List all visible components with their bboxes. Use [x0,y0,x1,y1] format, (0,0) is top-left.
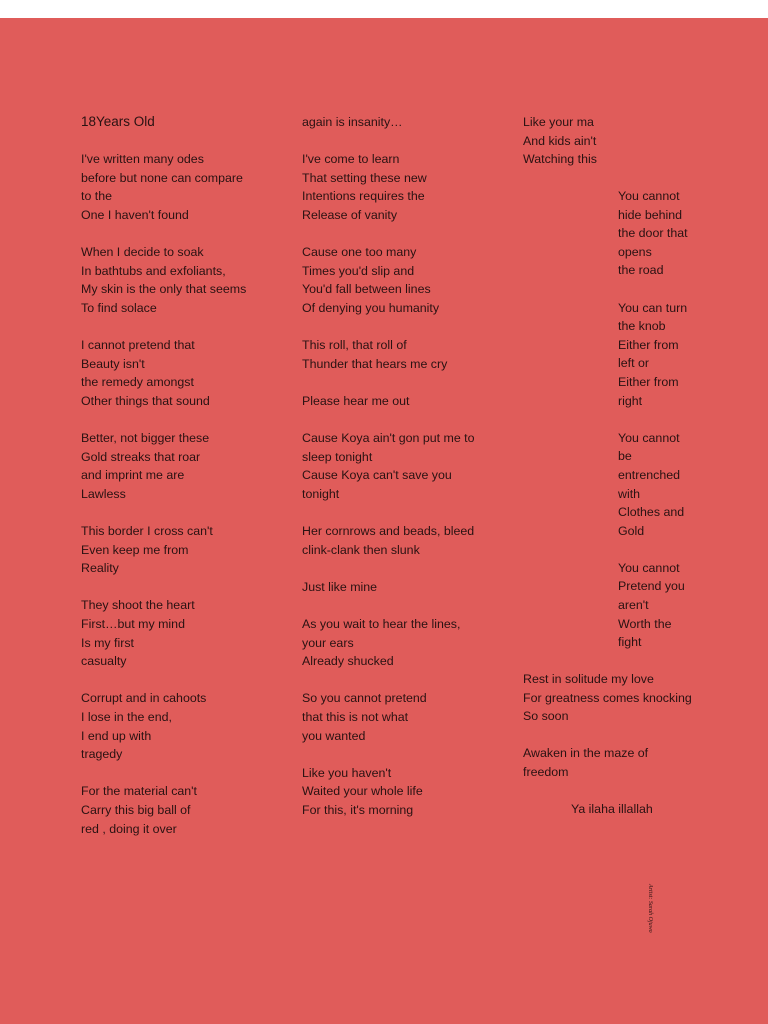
poem-line: In bathtubs and exfoliants, [81,263,226,278]
poem-line: aren't [618,598,649,613]
stanza-break [302,745,475,764]
poem-line: hide behind [618,207,683,222]
poem-line: Beauty isn't [81,356,145,371]
poem-line: Thunder that hears me cry [302,356,448,371]
poem-line: the door that [618,226,688,241]
artist-credit-text: Artist: Sarah Ojuwo [647,884,653,933]
stanza-break [302,411,475,430]
poem-line: Waited your whole life [302,784,423,799]
poem-column-3-indented [618,187,688,652]
poem-line: Like your ma [523,115,594,129]
poem-line: Awaken in the maze of [523,746,649,761]
poem-line: the road [618,263,664,278]
poem-line: So soon [523,709,569,724]
poem-line: Cause Koya can't save you [302,468,452,483]
poem-line: fight [618,635,642,650]
poem-line: My skin is the only that seems [81,282,247,297]
poem-line: Clothes and [618,505,685,520]
stanza-break [302,503,475,522]
poem-line: For the material can't [81,784,197,799]
stanza-break [302,596,475,615]
poem-line: Cause Koya ain't gon put me to [302,431,475,446]
poem-line: tonight [302,486,340,501]
poem-line: And kids ain't [523,133,597,148]
poem-line: Gold streaks that roar [81,449,201,464]
poem-line: They shoot the heart [81,598,195,613]
artist-credit [641,884,655,944]
poem-line: I've written many odes [81,152,204,167]
poem-line: One I haven't found [81,207,189,222]
stanza-break [302,318,475,337]
stanza-break [618,410,688,429]
poem-line: I lose in the end, [81,710,172,724]
poem-line: entrenched [618,467,681,482]
poem-line: So you cannot pretend [302,691,427,706]
poem-line: To find solace [81,300,157,315]
poem-line: Lawless [81,486,126,501]
poem-line: Either from [618,337,679,352]
poem-line: As you wait to hear the lines, [302,617,461,632]
poem-column-3-bottom [523,670,692,800]
poem-line: That setting these new [302,170,427,185]
poem-line: I end up with [81,728,152,743]
stanza-break [81,411,246,430]
poem-line: You cannot [618,189,680,203]
poem-line: tragedy [81,747,123,762]
poem-line: the remedy amongst [81,375,194,390]
poem-line: right [618,393,643,408]
poem-line: You cannot [618,430,680,445]
poem-line: Please hear me out [302,393,410,408]
stanza-break [618,280,688,299]
poem-line: to the [81,189,113,204]
closing-text: Ya ilaha illallah [571,802,653,816]
stanza-break [81,503,246,522]
poem-line: your ears [302,635,354,650]
stanza-break [302,671,475,690]
poem-line: Better, not bigger these [81,431,210,446]
poem-column-3-top [523,113,597,169]
poem-line: This roll, that roll of [302,338,407,353]
poem-line: You cannot [618,560,680,575]
poem-line: clink-clank then slunk [302,542,420,557]
poem-page [0,18,768,1024]
poem-line: I cannot pretend that [81,338,195,353]
stanza-break [302,225,475,244]
poem-line: Just like mine [302,579,378,594]
poem-line: Her cornrows and beads, bleed [302,524,475,539]
poem-line: casualty [81,654,127,669]
poem-line: Watching this [523,152,597,167]
poem-line: Carry this big ball of [81,802,191,817]
poem-line: Reality [81,561,119,576]
poem-line: You'd fall between lines [302,282,431,297]
stanza-break [302,559,475,578]
stanza-break [81,764,246,783]
stanza-break [81,225,246,244]
stanza-break [302,132,475,151]
poem-line: Of denying you humanity [302,300,440,315]
poem-column-2 [302,113,475,820]
poem-line: and imprint me are [81,468,185,483]
poem-line: Corrupt and in cahoots [81,691,207,706]
poem-line: red , doing it over [81,821,177,836]
poem-line: For greatness comes knocking [523,690,692,705]
poem-line: that this is not what [302,710,409,724]
poem-line: the knob [618,319,666,334]
stanza-break [81,671,246,690]
stanza-break [523,782,692,801]
poem-line: When I decide to soak [81,245,204,260]
poem-title: 18Years Old [81,114,155,129]
poem-line: Release of vanity [302,207,398,222]
poem-line: Other things that sound [81,393,210,408]
poem-line: You can turn [618,300,688,315]
poem-line: opens [618,244,652,259]
poem-line: Worth the [618,616,672,631]
stanza-break [81,578,246,597]
poem-line: Intentions requires the [302,189,425,204]
stanza-break [523,726,692,745]
poem-line: Times you'd slip and [302,263,415,278]
poem-column-1 [81,113,246,838]
poem-line: This border I cross can't [81,524,213,539]
stanza-break [302,373,475,392]
poem-closing-line [571,800,653,819]
poem-line: before but none can compare [81,170,243,185]
poem-line: sleep tonight [302,449,373,464]
poem-line: left or [618,356,649,371]
poem-line: again is insanity… [302,115,403,129]
poem-line: Like you haven't [302,765,392,780]
poem-line: Either from [618,374,679,389]
poem-line: For this, it's morning [302,802,414,817]
poem-line: First…but my mind [81,617,185,632]
poem-line: Rest in solitude my love [523,672,654,686]
poem-line: Cause one too many [302,245,417,260]
poem-line: with [618,486,641,501]
poem-line: Already shucked [302,654,394,669]
poem-line: you wanted [302,728,366,743]
poem-line: I've come to learn [302,152,400,167]
poem-line: Is my first [81,635,134,650]
poem-line: be [618,449,632,464]
poem-line: Gold [618,523,645,538]
poem-line: Pretend you [618,579,685,594]
poem-line: freedom [523,764,569,779]
stanza-break [81,318,246,337]
stanza-break [618,540,688,559]
poem-line: Even keep me from [81,542,189,557]
